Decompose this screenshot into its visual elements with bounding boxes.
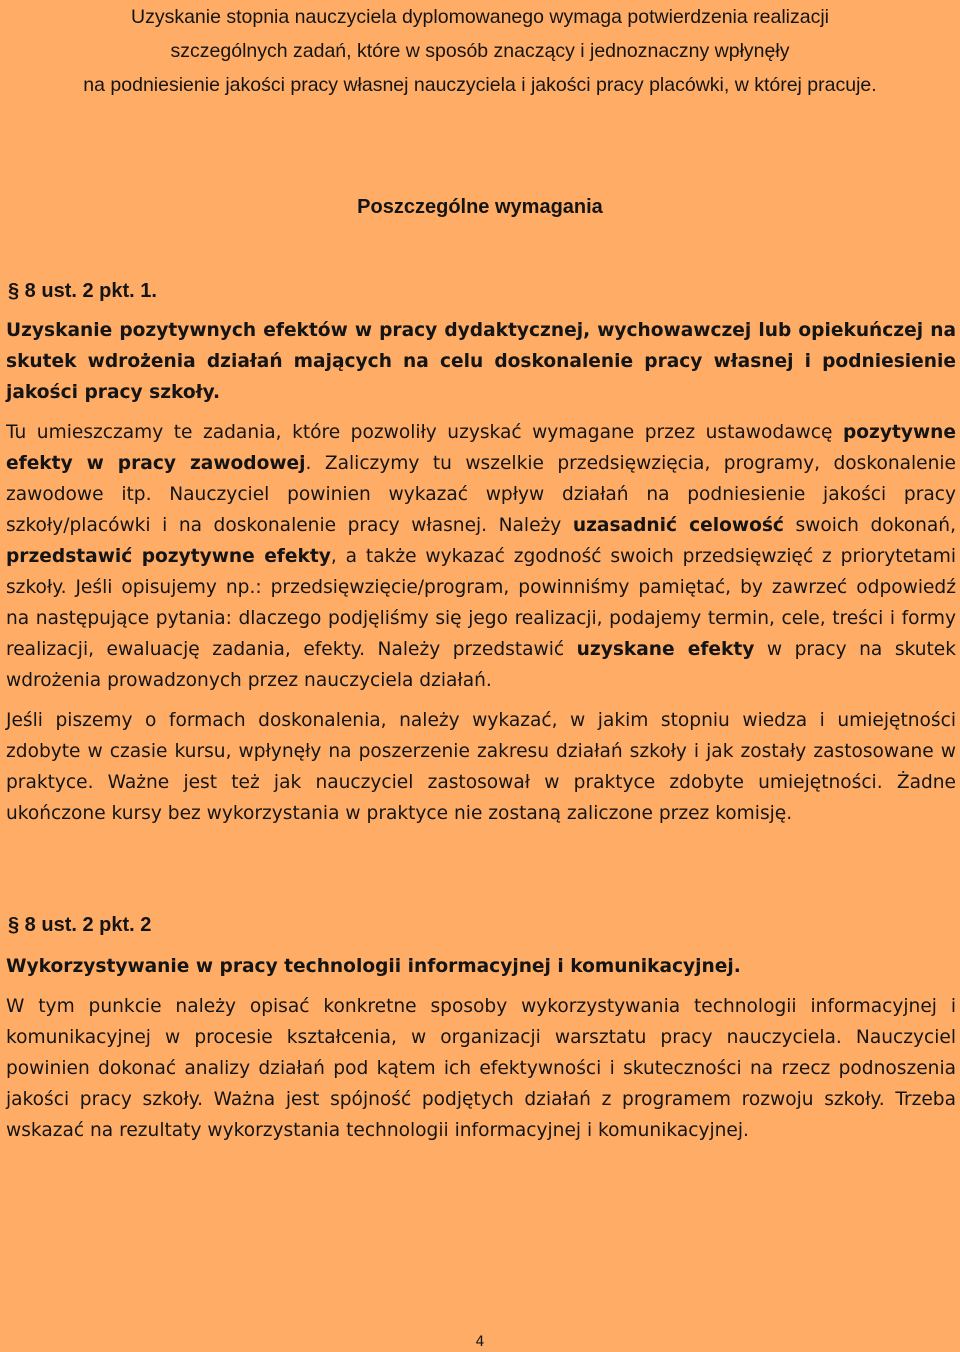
section-2-paragraph-1: W tym punkcie należy opisać konkretne sposoby wykorzystywania technologii informacyjnej i komunikacyjnej w procesie kształcenia, w organizacji warsztatu pracy nauczyciela. Nauczyciel powinien dokonać analizy działań pod kątem ich efektywności i skuteczności na rzecz podnoszenia jakości pracy szkoły. Ważna jest spójność podjętych działań z programem rozwoju szkoły. Trzeba wskazać na rezultaty wykorzystania technologii informacyjnej i komunikacyjnej. xyxy=(6,996,956,1141)
text-run: w pracy na skutek wdrożenia prowadzonych przez nauczyciela działań. xyxy=(6,639,956,691)
bold-run: przedstawić pozytywne efekty xyxy=(6,546,331,567)
section-1-paragraph-1 xyxy=(6,417,956,696)
text-run: . Zaliczymy tu wszelkie przedsięwzięcia, programy, doskonalenie zawodowe itp. Nauczyciel powinien wykazać wpływ działań na podniesienie jakości pracy szkoły/placówki i na doskonalenie pracy własnej. Należy xyxy=(6,453,956,536)
section-1-heading: Uzyskanie pozytywnych efektów w pracy dydaktycznej, wychowawczej lub opiekuńczej na skutek wdrożenia działań mających na celu doskonalenie pracy własnej i podniesienie jakości pracy szkoły. xyxy=(6,320,956,403)
section-1-content xyxy=(6,315,956,829)
text-run: , a także wykazać zgodność swoich przedsięwzięć z priorytetami szkoły. Jeśli opisujemy np.: przedsięwzięcie/program, powinniśmy pamiętać, by zawrzeć odpowiedź na następujące pytania: dlaczego podjęliśmy się jego realizacji, podajemy termin, cele, treści i formy realizacji, ewaluację zadania, efekty. Należy przedstawić xyxy=(6,546,956,660)
intro-line-1: Uzyskanie stopnia nauczyciela dyplomowanego wymaga potwierdzenia realizacji xyxy=(130,6,830,28)
page-number: 4 xyxy=(475,1334,485,1350)
text-run: Tu umieszczamy te zadania, które pozwoliły uzyskać wymagane przez ustawodawcę xyxy=(6,422,843,443)
bold-run: uzasadnić celowość xyxy=(572,515,784,536)
text-run: swoich dokonań, xyxy=(783,515,956,536)
bold-run: pozytywne efekty w pracy zawodowej xyxy=(6,422,956,474)
intro-statement xyxy=(0,0,960,102)
section-1-reference: § 8 ust. 2 pkt. 1. xyxy=(8,280,157,302)
section-1-paragraph-2: Jeśli piszemy o formach doskonalenia, należy wykazać, w jakim stopniu wiedza i umiejętności zdobyte w czasie kursu, wpłynęły na poszerzenie zakresu działań szkoły i jak zostały zastosowane w praktyce. Ważne jest też jak nauczyciel zastosował w praktyce zdobyte umiejętności. Żadne ukończone kursy bez wykorzystania w praktyce nie zostaną zaliczone przez komisję. xyxy=(6,710,956,824)
section-title: Poszczególne wymagania xyxy=(357,196,603,218)
section-2-content xyxy=(6,951,956,1146)
section-2-reference: § 8 ust. 2 pkt. 2 xyxy=(8,914,152,936)
intro-line-2: szczególnych zadań, które w sposób znaczący i jednoznaczny wpłynęły xyxy=(170,40,790,62)
section-2-heading: Wykorzystywanie w pracy technologii informacyjnej i komunikacyjnej. xyxy=(6,956,741,977)
bold-run: uzyskane efekty xyxy=(576,639,755,660)
intro-line-3: na podniesienie jakości pracy własnej nauczyciela i jakości pracy placówki, w której pracuje. xyxy=(83,74,877,96)
